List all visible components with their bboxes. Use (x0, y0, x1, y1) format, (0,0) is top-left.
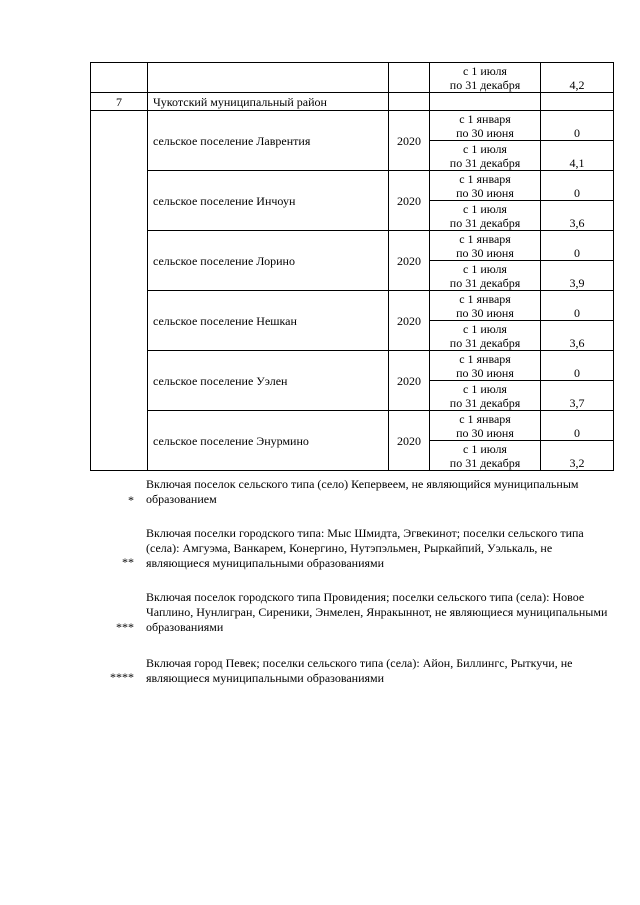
value-cell: 0 (541, 351, 614, 381)
value-cell: 3,7 (541, 381, 614, 411)
period-cell (430, 261, 541, 291)
footnote-mark: * (128, 493, 134, 507)
period-cell (430, 291, 541, 321)
period-from: с 1 июля (463, 261, 507, 276)
table-cell-empty (148, 63, 389, 93)
period-to: по 30 июня (456, 245, 514, 260)
period-cell (430, 231, 541, 261)
period-cell (430, 111, 541, 141)
table-row (91, 411, 614, 441)
value-cell: 0 (541, 231, 614, 261)
table-cell-empty (541, 93, 614, 111)
settlement-year: 2020 (389, 111, 430, 171)
period-to: по 30 июня (456, 305, 514, 320)
tariff-table (90, 62, 614, 471)
period-from: с 1 июля (463, 321, 507, 336)
district-name: Чукотский муниципальный район (148, 93, 389, 111)
table-cell-empty (91, 63, 148, 93)
settlement-year: 2020 (389, 291, 430, 351)
footnote-text: Включая поселок сельского типа (село) Кепервеем, не являющийся муниципальным образованием (146, 477, 579, 506)
period-from: с 1 июля (463, 441, 507, 456)
settlement-year: 2020 (389, 171, 430, 231)
period-to: по 31 декабря (449, 275, 521, 290)
period-to: по 31 декабря (449, 395, 521, 410)
period-cell (430, 321, 541, 351)
settlement-year: 2020 (389, 411, 430, 471)
value-cell: 3,6 (541, 321, 614, 351)
value-cell: 0 (541, 291, 614, 321)
settlement-name: сельское поселение Энурмино (148, 411, 389, 471)
period-from: с 1 июля (463, 381, 507, 396)
period-from: с 1 января (459, 231, 511, 246)
period-to: по 30 июня (456, 425, 514, 440)
settlement-name: сельское поселение Инчоун (148, 171, 389, 231)
period-from: с 1 января (459, 171, 511, 186)
value-cell: 0 (541, 171, 614, 201)
table-cell-empty (430, 93, 541, 111)
value-cell: 4,2 (541, 63, 614, 93)
period-cell (430, 441, 541, 471)
value-cell: 0 (541, 411, 614, 441)
footnote-mark: *** (116, 620, 134, 634)
settlement-year: 2020 (389, 231, 430, 291)
period-from: с 1 января (459, 291, 511, 306)
period-from: с 1 января (459, 411, 511, 426)
table-row (91, 291, 614, 321)
table-row (91, 171, 614, 201)
footnote-text: Включая поселки городского типа: Мыс Шмидта, Эгвекинот; поселки сельского типа (села): Амгуэма, Ванкарем, Конергино, Нутэпэльмен, Рыркайпий, Уэлькаль, не являющиеся муниципальными образованиями (146, 526, 584, 570)
settlement-name: сельское поселение Лорино (148, 231, 389, 291)
period-cell (430, 411, 541, 441)
table-cell-empty (389, 63, 430, 93)
footnote-mark: **** (110, 670, 134, 684)
settlement-name: сельское поселение Нешкан (148, 291, 389, 351)
period-from: с 1 июля (463, 63, 507, 78)
value-cell: 3,9 (541, 261, 614, 291)
footnote-text: Включая город Певек; поселки сельского типа (села): Айон, Биллингс, Рыткучи, не являющиеся муниципальными образованиями (146, 656, 573, 685)
period-cell (430, 351, 541, 381)
period-cell (430, 141, 541, 171)
footnote-mark: ** (122, 555, 134, 569)
settlement-name: сельское поселение Уэлен (148, 351, 389, 411)
footnote-text: Включая поселок городского типа Провидения; поселки сельского типа (села): Новое Чаплино, Нунлигран, Сиреники, Энмелен, Янракыннот, не являющиеся муниципальными образованиями (146, 590, 608, 634)
value-cell: 0 (541, 111, 614, 141)
table-row (91, 111, 614, 141)
table-cell-empty (389, 93, 430, 111)
period-cell (430, 171, 541, 201)
district-number: 7 (91, 93, 148, 111)
period-from: с 1 июля (463, 141, 507, 156)
value-cell: 4,1 (541, 141, 614, 171)
period-to: по 31 декабря (449, 335, 521, 350)
period-from: с 1 января (459, 111, 511, 126)
value-cell: 3,6 (541, 201, 614, 231)
period-to: по 30 июня (456, 365, 514, 380)
settlement-year: 2020 (389, 351, 430, 411)
period-to: по 31 декабря (449, 155, 521, 170)
value-cell: 3,2 (541, 441, 614, 471)
settlement-name: сельское поселение Лаврентия (148, 111, 389, 171)
period-cell (430, 63, 541, 93)
table-cell-empty (91, 111, 148, 471)
period-cell (430, 381, 541, 411)
table-row (91, 231, 614, 261)
table-row (91, 351, 614, 381)
period-to: по 30 июня (456, 185, 514, 200)
period-to: по 31 декабря (449, 215, 521, 230)
period-from: с 1 января (459, 351, 511, 366)
table-row (91, 63, 614, 93)
period-from: с 1 июля (463, 201, 507, 216)
period-to: по 31 декабря (449, 455, 521, 470)
period-to: по 30 июня (456, 125, 514, 140)
period-to: по 31 декабря (449, 77, 521, 92)
district-row (91, 93, 614, 111)
period-cell (430, 201, 541, 231)
